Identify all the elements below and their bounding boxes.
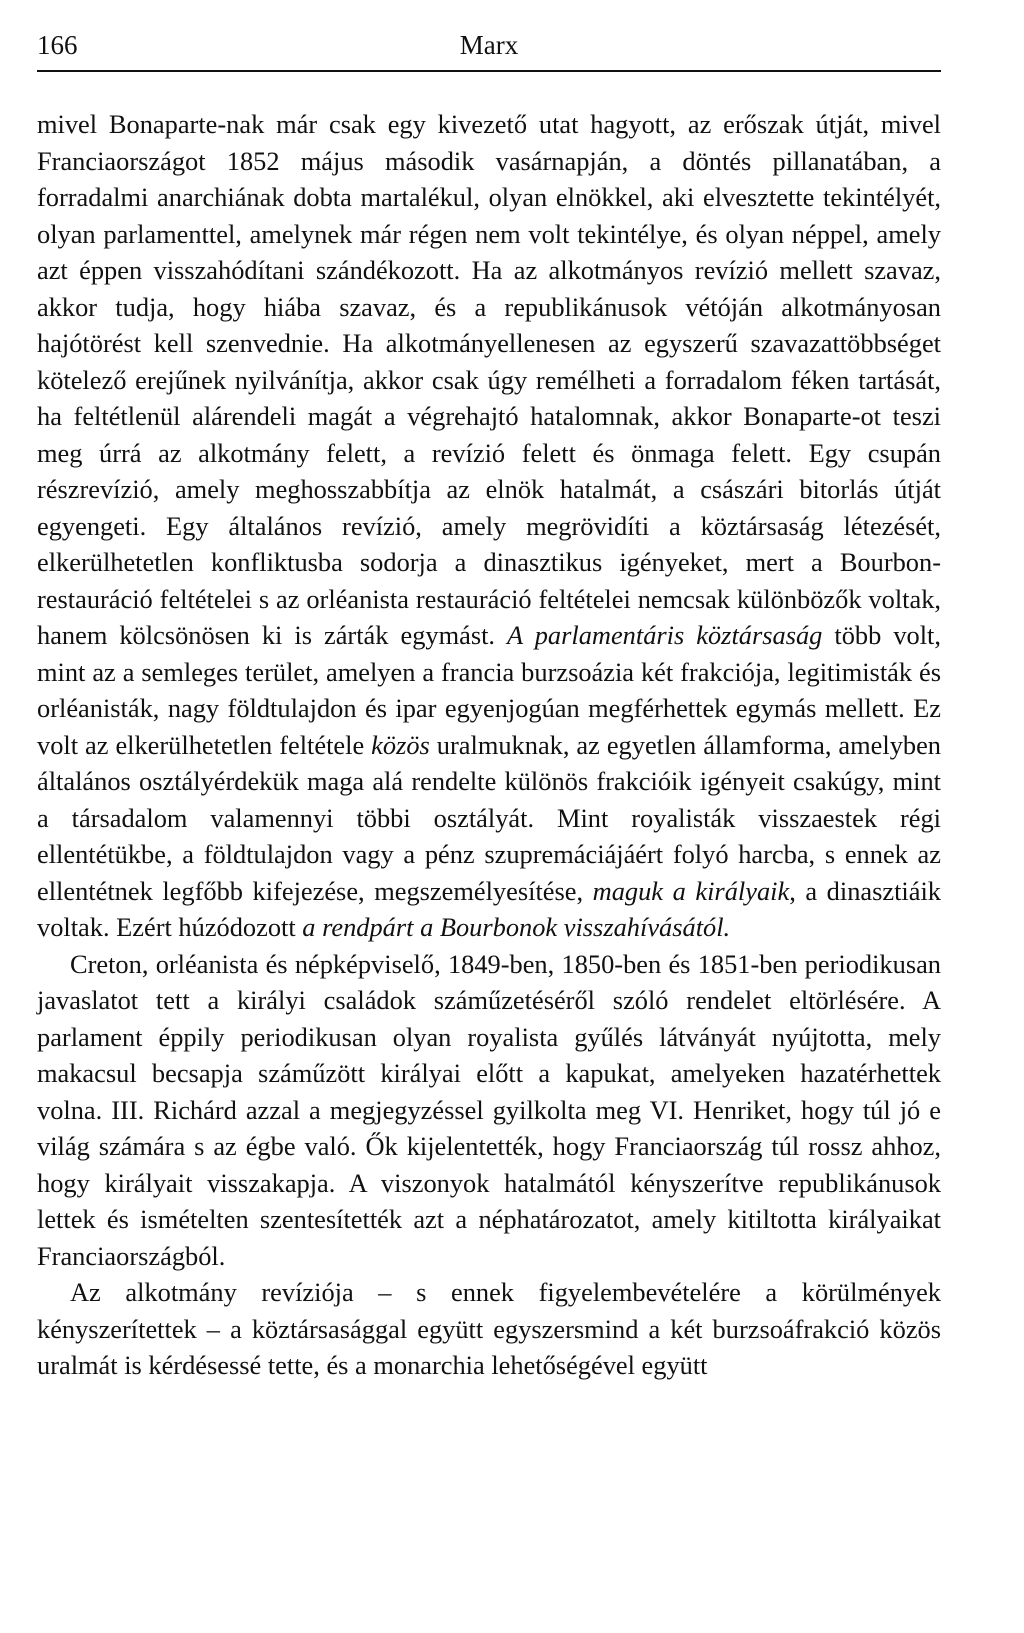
emphasis-maguk-a-kiralyaik: maguk a királyaik — [592, 875, 790, 906]
paragraph-1-text-b: több volt, mint az a semleges terület, amelyen a francia burzsoázia két frakciója, legitimisták és orléanisták, nagy földtulajdon és ipar egyenjogúan megférhettek egymás mellett. Ez volt az elkerülhetetlen feltétele — [37, 620, 941, 760]
page-number: 166 — [37, 30, 78, 60]
header-rule — [37, 70, 941, 72]
paragraph-3: Az alkotmány revíziója – s ennek figyelembevételére a körülmények kényszerítettek – a köztársasággal együtt egyszersmind a két burzsoáfrakció közös uralmát is kérdésessé tette, és a monarchia lehetőségével együtt — [37, 1277, 941, 1380]
emphasis-kozos: közös — [371, 729, 430, 760]
paragraph-1-text-a: mivel Bonaparte-nak már csak egy kivezető utat hagyott, az erőszak útját, mivel Franciaországot 1852 május második vasárnapján, a döntés pillanatában, a forradalmi anarchiának dobta martalékul, olyan elnökkel, aki elvesztette tekintélyét, olyan parlamenttel, amelynek már régen nem volt tekintélye, és olyan néppel, amely azt éppen visszahódítani szándékozott. Ha az alkotmányos revízió mellett szavaz, akkor tudja, hogy hiába szavaz, és a republikánusok vétóján alkotmányosan hajótörést kell szenvednie. Ha alkotmányellenesen az egyszerű szavazattöbbséget kötelező erejűnek nyilvánítja, akkor csak úgy remélheti a forradalom féken tartását, ha feltétlenül alárendeli magát a végrehajtó hatalomnak, akkor Bonaparte-ot teszi meg úrrá az alkotmány felett, a revízió felett és önmaga felett. Egy csupán részrevízió, amely meghosszabbítja az elnök hatalmát, a császári bitorlás útját egyengeti. Egy általános revízió, amely megrövidíti a köztársaság létezését, elkerülhetetlen konfliktusba sodorja a dinasztikus igényeket, mert a Bourbon-restauráció feltételei s az orléanista restauráció feltételei nemcsak különbözők voltak, hanem kölcsönösen ki is zárták egymást. — [37, 109, 941, 650]
emphasis-rendpart-bourbonok: a rendpárt a Bourbonok visszahívásától. — [302, 912, 731, 942]
book-page — [37, 30, 941, 1384]
running-title: Marx — [459, 30, 519, 60]
emphasis-parlamentaris-koztarsasag: A parlamentáris köztársaság — [507, 620, 823, 650]
paragraph-1-text-d: , a dinasztiáik voltak. Ezért húzódozott — [37, 875, 941, 942]
paragraph-2: Creton, orléanista és népképviselő, 1849-ben, 1850-ben és 1851-ben periodikusan javaslatot tett a királyi családok száműzetéséről szóló rendelet eltörlésére. A parlament éppily periodikusan olyan royalista gyűlés látványát nyújtotta, mely makacsul becsapja száműzött királyai előtt a kapukat, amelyeken hazatérhettek volna. III. Richárd azzal a megjegyzéssel gyilkolta meg VI. Henriket, hogy túl jó e világ számára s az égbe való. Ők kijelentették, hogy Franciaország túl rossz ahhoz, hogy királyait visszakapja. A viszonyok hatalmától kényszerítve republikánusok lettek és ismételten szentesítették azt a néphatározatot, amely kitiltotta királyaikat Franciaországból. — [37, 948, 941, 1271]
paragraph-1 — [37, 106, 941, 946]
page-header — [37, 30, 941, 66]
body-text — [37, 106, 941, 1384]
paragraph-1-text-c: uralmuknak, az egyetlen államforma, amelyben általános osztályérdekük maga alá rendelte különös frakcióik igényeit csakúgy, mint a társadalom valamennyi többi osztályát. Mint royalisták visszaestek régi ellentétükbe, a földtulajdon vagy a pénz szupremáciájáért folyó harcba, s ennek az ellentétnek legfőbb kifejezése, megszemélyesítése, — [37, 729, 941, 906]
